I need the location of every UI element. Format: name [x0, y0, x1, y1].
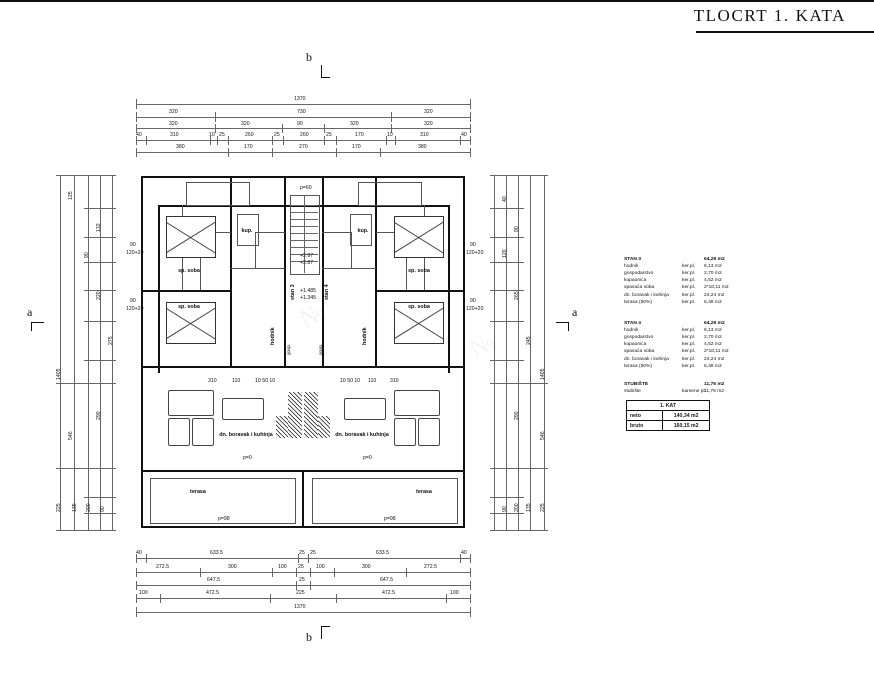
dim-value: 320 — [241, 121, 250, 127]
dim-line-right-5 — [544, 175, 545, 530]
dim-value: 546 — [68, 431, 74, 440]
room-label-terrace-right: terasa — [416, 489, 432, 495]
dim-value: 1405 — [56, 368, 62, 380]
dim-line-top-3 — [136, 128, 470, 129]
section-line-a-left — [31, 322, 44, 323]
wall-left — [141, 176, 143, 528]
bed-right-upper — [394, 216, 444, 258]
inner-dim: 110 — [232, 378, 241, 384]
wall-mid-right — [376, 290, 465, 292]
dim-value: 90 — [84, 252, 90, 258]
dim-value: 90 — [297, 121, 303, 127]
wall-core-mid-left — [284, 176, 286, 366]
table-left — [222, 398, 264, 420]
dim-tick — [215, 124, 216, 133]
room-label-bedroom-right-upper: sp. soba — [408, 268, 430, 274]
room-label-bedroom-left-upper: sp. soba — [178, 268, 200, 274]
wall-upper-right — [448, 205, 450, 373]
dim-tick — [490, 530, 548, 531]
dim-value: 300 — [362, 564, 371, 570]
spec-row-unit: ker.pl. — [682, 349, 696, 355]
section-marker-a-left: a — [27, 305, 33, 319]
dim-value: 260 — [300, 132, 309, 138]
wall-upper-left — [158, 205, 160, 373]
dim-tick — [136, 99, 137, 109]
dim-value: 546 — [540, 431, 546, 440]
wall-right — [463, 176, 465, 528]
spec-row-label: spavaća soba — [624, 349, 655, 355]
section-marker-a-right: a — [572, 305, 578, 319]
dim-value: 132 — [96, 223, 102, 232]
spec-row-unit: kamene pl. — [682, 389, 706, 395]
dim-value: 220 — [96, 291, 102, 300]
dim-tick — [136, 148, 137, 157]
dim-line-top-5 — [136, 152, 470, 153]
dim-value: 170 — [244, 144, 253, 150]
dim-tick — [490, 360, 524, 361]
dim-value: 260 — [245, 132, 254, 138]
spec-row-label: hodnik — [624, 328, 639, 334]
note-slope-2: p=0 — [243, 455, 252, 461]
dim-tick — [272, 136, 273, 145]
spec-row-label: dn. boravak i kuhinja — [624, 356, 669, 362]
dim-tick — [136, 594, 137, 603]
spec-unit-area: 11,76 m2 — [704, 382, 725, 387]
dim-value: 320 — [169, 109, 178, 115]
dim-value: 170 — [355, 132, 364, 138]
inner-dim: 110 — [368, 378, 377, 384]
dim-tick — [228, 136, 229, 145]
spec-row-label: terasa (50%) — [624, 363, 652, 369]
partition-left-6 — [231, 268, 285, 269]
dim-value: 1370 — [294, 96, 306, 102]
dim-tick — [56, 468, 116, 469]
dim-tick — [334, 568, 335, 577]
dim-tick — [84, 497, 116, 498]
inner-dim: 120+20 — [126, 250, 144, 256]
dim-tick — [136, 581, 137, 590]
note-level-2: +2.87 — [300, 260, 314, 266]
dim-value: 290 — [96, 411, 102, 420]
table-row — [627, 421, 709, 430]
spec-row-unit: ker.pl. — [682, 342, 696, 348]
dim-value: 310 — [170, 132, 179, 138]
table-right — [344, 398, 386, 420]
dim-tick — [283, 136, 284, 145]
note-slope-3: p=0 — [363, 455, 372, 461]
dim-tick — [470, 136, 471, 145]
dim-tick — [470, 568, 471, 577]
dim-tick — [136, 607, 137, 617]
spec-row-label: dn. boravak i kuhinja — [624, 292, 669, 298]
page-title: TLOCRT 1. KATA — [693, 6, 846, 25]
dim-line-bottom-4 — [136, 598, 470, 599]
inner-dim: 10 50 10 — [340, 378, 361, 384]
dim-value: 10 — [209, 132, 215, 138]
dim-tick — [490, 513, 524, 514]
section-marker-b-top: b — [306, 50, 312, 64]
room-label-util-left: gosp. — [286, 343, 291, 355]
dim-line-bottom-3 — [136, 585, 470, 586]
spec-row-unit: ker.pl. — [682, 285, 696, 291]
spec-row-value: 2*10,11 m2 — [704, 285, 729, 291]
summary-value: 160,15 m2 — [673, 422, 699, 429]
dim-tick — [490, 321, 524, 322]
dim-tick — [136, 112, 137, 122]
spec-row-label: gospodarstvo — [624, 271, 654, 277]
room-label-living-right: dn. boravak i kuhinja — [335, 432, 389, 438]
dim-value: 200 — [86, 503, 92, 512]
dim-value: 275 — [108, 336, 114, 345]
dim-value: 225 — [56, 503, 62, 512]
spec-row-unit: ker.pl. — [682, 335, 696, 341]
dim-tick — [217, 136, 218, 145]
dim-tick — [470, 148, 471, 157]
spec-row-label: stubište — [624, 389, 641, 395]
dim-tick — [406, 568, 407, 577]
spec-row-unit: ker.pl. — [682, 271, 696, 277]
table-row — [627, 411, 709, 421]
dim-tick — [272, 148, 273, 157]
summary-label: bruto — [627, 421, 663, 430]
dim-value: 120 — [502, 249, 508, 258]
dim-tick — [490, 468, 548, 469]
dim-line-bottom-1 — [136, 558, 470, 559]
dim-value: 25 — [326, 132, 332, 138]
dim-value: 125 — [68, 191, 74, 200]
dim-tick — [470, 594, 471, 603]
bed-left-upper — [166, 216, 216, 258]
dim-value: 135 — [526, 503, 532, 512]
dim-tick — [296, 568, 297, 577]
dim-tick — [446, 594, 447, 603]
dim-tick — [490, 208, 524, 209]
dim-value: 245 — [526, 336, 532, 345]
balcony-left — [186, 182, 250, 206]
spec-row-value: 6,13 m2 — [704, 264, 722, 270]
dim-value: 270 — [299, 144, 308, 150]
title-block — [678, 0, 874, 32]
dim-value: 90 — [514, 226, 520, 232]
dim-tick — [490, 383, 548, 384]
inner-dim: 310 — [390, 378, 399, 384]
dim-value: 100 — [450, 590, 459, 596]
dim-value: 225 — [540, 503, 546, 512]
dim-value: 1405 — [540, 368, 546, 380]
dim-value: 40 — [461, 550, 467, 556]
dim-tick — [470, 112, 471, 122]
dim-value: 40 — [502, 196, 508, 202]
dim-tick — [490, 262, 524, 263]
inner-dim: 120+20 — [126, 306, 144, 312]
room-label-bedroom-right-lower: sp. soba — [408, 304, 430, 310]
spec-row-value: 11,76 m2 — [704, 389, 725, 395]
dim-tick — [380, 148, 381, 157]
spec-unit-area: 64,29 m2 — [704, 257, 725, 262]
spec-row-value: 2,70 m2 — [704, 335, 722, 341]
spec-unit-3 — [624, 256, 744, 306]
spec-row-label: kupaonica — [624, 342, 647, 348]
inner-dim: 120+20 — [466, 306, 484, 312]
summary-header: 1. KAT — [627, 401, 709, 411]
spec-unit-name: STAN 4 — [624, 321, 642, 326]
dim-value: 25 — [299, 550, 305, 556]
dim-tick — [56, 530, 116, 531]
room-label-flat-4: stan 4 — [324, 284, 330, 300]
summary-value: 140,34 m2 — [673, 412, 699, 419]
dim-value: 40 — [136, 132, 142, 138]
note-level-3: +1.485 — [300, 288, 317, 294]
summary-label: neto — [627, 411, 663, 420]
dim-tick — [84, 360, 116, 361]
spec-row-label: spavaća soba — [624, 285, 655, 291]
dim-value: 320 — [424, 121, 433, 127]
wall-living-top — [141, 366, 465, 368]
dim-line-left-outer — [60, 175, 61, 530]
dim-value: 100 — [316, 564, 325, 570]
dim-tick — [470, 124, 471, 133]
dim-line-left-2 — [74, 175, 75, 530]
dim-value: 290 — [514, 411, 520, 420]
partition-right-4 — [322, 232, 352, 233]
dim-value: 1370 — [294, 604, 306, 610]
dim-line-top-4 — [136, 140, 470, 141]
dim-tick — [228, 148, 229, 157]
room-label-terrace-left: terasa — [190, 489, 206, 495]
dim-line-top-2 — [136, 117, 470, 118]
wall-top — [141, 176, 465, 178]
dim-line-right-4 — [530, 175, 531, 530]
dim-value: 647.5 — [207, 577, 220, 583]
spec-row-value: 24,24 m2 — [704, 292, 725, 298]
dim-tick — [308, 554, 309, 563]
section-line-b-top-foot — [321, 77, 330, 78]
dim-value: 310 — [420, 132, 429, 138]
room-label-util-right: gosp. — [318, 343, 323, 355]
note-slope-1: p=60 — [300, 185, 312, 191]
spec-row-unit: ker.pl. — [682, 328, 696, 334]
dim-tick — [56, 175, 116, 176]
dim-value: 472.5 — [206, 590, 219, 596]
spec-row-value: 6,13 m2 — [704, 328, 722, 334]
dim-value: 380 — [418, 144, 427, 150]
dim-value: 10 — [387, 132, 393, 138]
dim-value: 25 — [298, 564, 304, 570]
dim-line-bottom-2 — [136, 572, 470, 573]
dim-tick — [270, 594, 271, 603]
note-level-4: +1.345 — [300, 295, 317, 301]
dim-value: 272.5 — [424, 564, 437, 570]
wall-terrace-split — [302, 470, 304, 528]
dim-tick — [395, 136, 396, 145]
dim-line-bottom-5 — [136, 612, 470, 613]
dim-value: 647.5 — [380, 577, 393, 583]
dim-value: 40 — [136, 550, 142, 556]
dim-tick — [336, 594, 337, 603]
inner-dim: 90 — [470, 242, 476, 248]
dim-value: 320 — [424, 109, 433, 115]
room-label-flat-3: stan 3 — [290, 284, 296, 300]
dim-value: 25 — [299, 577, 305, 583]
dim-value: 170 — [352, 144, 361, 150]
dim-tick — [324, 136, 325, 145]
wall-core-mid-right — [322, 176, 324, 366]
dim-line-right-1 — [494, 175, 495, 530]
dim-value: 633.5 — [210, 550, 223, 556]
dim-value: 135 — [72, 503, 78, 512]
inner-dim: 90 — [470, 298, 476, 304]
section-line-a-left-foot — [31, 322, 32, 331]
dim-tick — [490, 497, 524, 498]
dim-value: 320 — [350, 121, 359, 127]
inner-dim: 310 — [208, 378, 217, 384]
section-marker-b-bottom: b — [306, 630, 312, 644]
dim-value: 90 — [502, 506, 508, 512]
spec-row-unit: ker.pl. — [682, 278, 696, 284]
watermark — [465, 325, 503, 364]
spec-row-label: kupaonica — [624, 278, 647, 284]
partition-right-6 — [322, 268, 376, 269]
dim-tick — [160, 594, 161, 603]
room-label-bath-left: kup. — [241, 228, 253, 234]
dim-line-left-3 — [88, 175, 89, 530]
dim-value: 40 — [461, 132, 467, 138]
spec-row-unit: ker.pl. — [682, 363, 696, 369]
watermark — [295, 295, 333, 334]
dim-tick — [84, 208, 116, 209]
dim-tick — [336, 148, 337, 157]
section-line-a-right-foot — [568, 322, 569, 331]
dim-value: 100 — [278, 564, 287, 570]
dim-value: 320 — [169, 121, 178, 127]
note-slope-5: p=98 — [384, 516, 396, 522]
dim-value: 25 — [310, 550, 316, 556]
dim-tick — [84, 513, 116, 514]
room-label-bedroom-left-lower: sp. soba — [178, 304, 200, 310]
dim-value: 730 — [297, 109, 306, 115]
dim-tick — [470, 607, 471, 617]
dim-value: 90 — [100, 506, 106, 512]
spec-row-unit: ker.pl. — [682, 299, 696, 305]
room-label-bath-right: kup. — [357, 228, 369, 234]
section-line-b-bottom-foot — [321, 626, 330, 627]
spec-row-label: gospodarstvo — [624, 335, 654, 341]
note-level-1: +2.97 — [300, 253, 314, 259]
dim-value: 25 — [274, 132, 280, 138]
dim-value: 633.5 — [376, 550, 389, 556]
section-line-b-bottom — [321, 626, 322, 639]
dim-tick — [84, 237, 116, 238]
spec-unit-area: 64,29 m2 — [704, 321, 725, 326]
spec-row-label: hodnik — [624, 264, 639, 270]
dim-value: 380 — [176, 144, 185, 150]
dim-tick — [470, 581, 471, 590]
spec-unit-stairs — [624, 381, 744, 395]
dim-tick — [84, 262, 116, 263]
inner-dim: 90 — [130, 298, 136, 304]
dim-tick — [146, 554, 147, 563]
dim-value: 300 — [228, 564, 237, 570]
sofa-right — [394, 390, 440, 416]
title-underline — [696, 31, 874, 33]
dim-value: 272.5 — [156, 564, 169, 570]
armchair-left — [168, 418, 190, 446]
dim-value: 472.5 — [382, 590, 395, 596]
spec-row-value: 2,70 m2 — [704, 271, 722, 277]
spec-row-label: terasa (50%) — [624, 299, 652, 305]
dim-tick — [470, 99, 471, 109]
dim-tick — [324, 124, 325, 133]
dim-value: 225 — [296, 590, 305, 596]
spec-row-value: 6,48 m2 — [704, 363, 722, 369]
room-label-hall-right: hodnik — [362, 327, 368, 345]
dim-line-right-2 — [506, 175, 507, 530]
dim-tick — [490, 175, 548, 176]
dim-tick — [282, 124, 283, 133]
spec-unit-4 — [624, 320, 744, 370]
dim-value: 200 — [514, 503, 520, 512]
dim-value: 25 — [219, 132, 225, 138]
spec-row-value: 4,52 m2 — [704, 342, 722, 348]
spec-unit-name: STAN 3 — [624, 257, 642, 262]
inner-dim: 10 50 10 — [255, 378, 276, 384]
summary-table — [626, 400, 710, 431]
dim-tick — [146, 136, 147, 145]
dim-tick — [296, 581, 297, 590]
spec-row-unit: ker.pl. — [682, 292, 696, 298]
balcony-right — [358, 182, 422, 206]
dim-tick — [470, 554, 471, 563]
armchair-right-2 — [418, 418, 440, 446]
spec-row-value: 2*10,11 m2 — [704, 349, 729, 355]
spec-unit-name: STUBIŠTE — [624, 382, 649, 387]
dim-value: 100 — [139, 590, 148, 596]
spec-row-value: 6,48 m2 — [704, 299, 722, 305]
dim-line-top-1 — [136, 104, 470, 105]
sofa-left — [168, 390, 214, 416]
note-slope-4: p=98 — [218, 516, 230, 522]
dim-tick — [310, 568, 311, 577]
dim-tick — [84, 321, 116, 322]
dim-tick — [200, 568, 201, 577]
dim-tick — [310, 581, 311, 590]
spec-row-unit: ker.pl. — [682, 356, 696, 362]
dim-tick — [272, 568, 273, 577]
dim-tick — [490, 237, 524, 238]
dim-tick — [215, 112, 216, 122]
room-label-hall-left: hodnik — [270, 327, 276, 345]
dim-line-left-5 — [112, 175, 113, 530]
spec-row-value: 24,24 m2 — [704, 356, 725, 362]
wall-mid-left — [141, 290, 231, 292]
inner-dim: 90 — [130, 242, 136, 248]
dim-tick — [136, 568, 137, 577]
dim-tick — [56, 383, 116, 384]
dim-tick — [336, 136, 337, 145]
inner-dim: 120+20 — [466, 250, 484, 256]
dim-value: 265 — [514, 291, 520, 300]
spec-row-value: 4,52 m2 — [704, 278, 722, 284]
spec-row-unit: ker.pl. — [682, 264, 696, 270]
room-label-living-left: dn. boravak i kuhinja — [219, 432, 273, 438]
dim-tick — [391, 112, 392, 122]
